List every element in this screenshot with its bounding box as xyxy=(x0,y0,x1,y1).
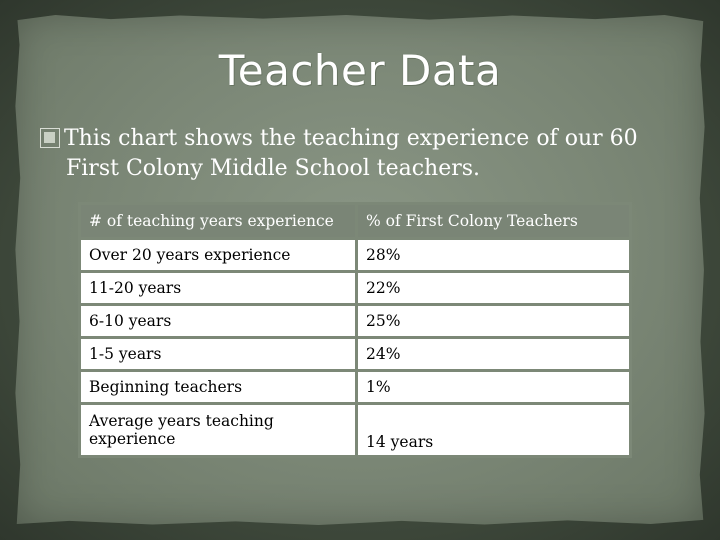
row-label: Average years teaching experience xyxy=(80,404,357,457)
bullet-box-icon xyxy=(40,128,60,148)
table-row xyxy=(80,338,631,371)
table-row xyxy=(80,272,631,305)
row-label: 1-5 years xyxy=(80,338,357,371)
bullet-text-line2: First Colony Middle School teachers. xyxy=(66,156,481,181)
row-label: 6-10 years xyxy=(80,305,357,338)
experience-table xyxy=(78,202,632,458)
table-row xyxy=(80,239,631,272)
row-value: 14 years xyxy=(357,404,631,457)
row-label: Over 20 years experience xyxy=(80,239,357,272)
bullet-text-line1: This chart shows the teaching experience of our 60 xyxy=(64,126,638,151)
slide-title: Teacher Data xyxy=(218,46,502,95)
row-value: 1% xyxy=(357,371,631,404)
column-header-percent: % of First Colony Teachers xyxy=(357,204,631,239)
table-row xyxy=(80,371,631,404)
column-header-years: # of teaching years experience xyxy=(80,204,357,239)
row-value: 25% xyxy=(357,305,631,338)
row-value: 28% xyxy=(357,239,631,272)
bullet-paragraph xyxy=(40,124,680,184)
row-label: 11-20 years xyxy=(80,272,357,305)
table-header-row xyxy=(80,204,631,239)
row-value: 22% xyxy=(357,272,631,305)
row-label: Beginning teachers xyxy=(80,371,357,404)
table-row xyxy=(80,404,631,457)
row-value: 24% xyxy=(357,338,631,371)
table-row xyxy=(80,305,631,338)
